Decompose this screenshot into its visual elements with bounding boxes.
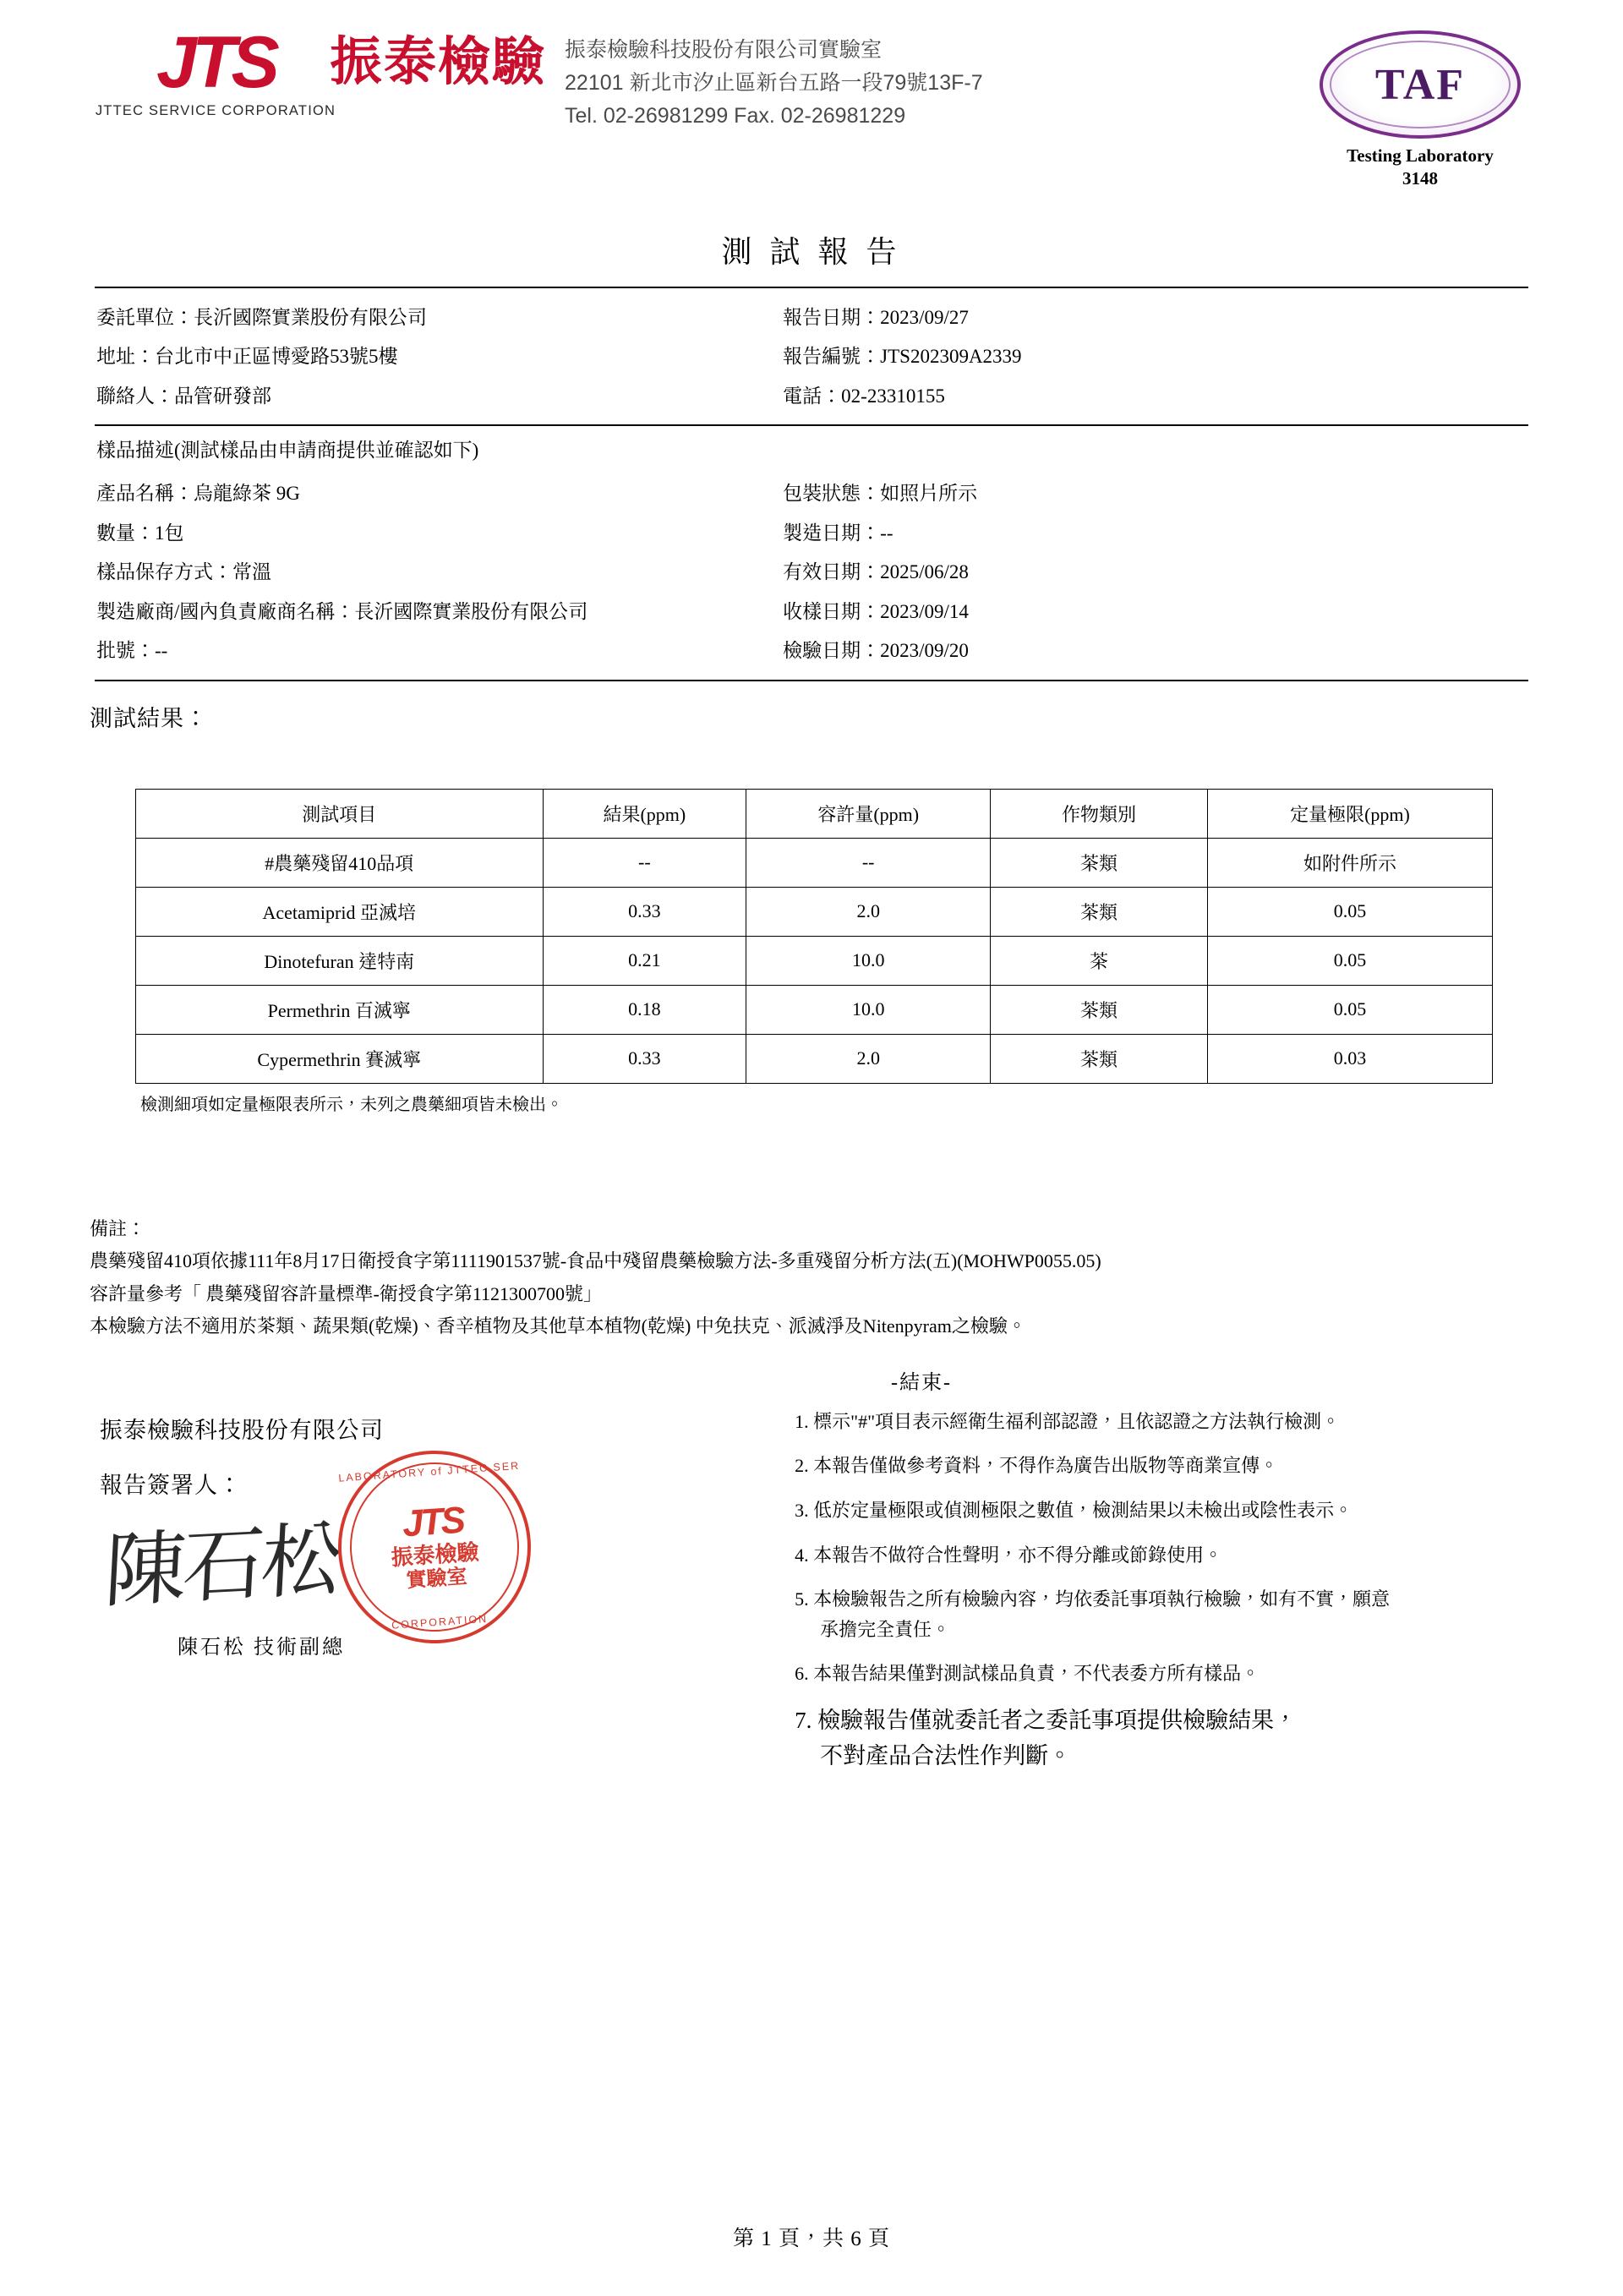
client-phone: 電話：02-23310155 (783, 385, 945, 407)
handwritten-signature: 陳石松 (102, 1514, 342, 1617)
cell-crop: 茶類 (991, 1034, 1208, 1083)
cell-limit: 2.0 (746, 887, 991, 936)
seal-lab-text: 實驗室 (405, 1565, 468, 1592)
brand-block (95, 22, 983, 132)
taf-text: TAF (1374, 60, 1466, 109)
results-table (135, 789, 1493, 1084)
page-title: 測 試 報 告 (721, 235, 902, 269)
seal-company-text: 振泰檢驗 (390, 1539, 480, 1571)
cell-result: 0.21 (543, 936, 746, 985)
jts-logo-subtitle: JTTEC SERVICE CORPORATION (95, 102, 336, 118)
table-row (136, 838, 1493, 887)
table-header-row (136, 789, 1493, 838)
client-info-grid (85, 288, 1538, 424)
seal-arc-top-text: LABORATORY of JTTEC SER (337, 1459, 521, 1484)
notes-block (786, 1400, 1538, 1789)
note-item: 4. 本報告不做符合性聲明，亦不得分離或節錄使用。 (795, 1544, 1223, 1566)
package-state: 包裝狀態：如照片所示 (783, 483, 978, 505)
th-limit: 容許量(ppm) (746, 789, 991, 838)
cell-result: 0.18 (543, 985, 746, 1034)
cell-crop: 茶 (991, 936, 1208, 985)
note-item (795, 1703, 1538, 1774)
signing-company: 振泰檢驗科技股份有限公司 (100, 1417, 384, 1443)
quantity: 數量：1包 (96, 522, 184, 544)
th-crop: 作物類別 (991, 789, 1208, 838)
report-number: 報告編號：JTS202309A2339 (783, 346, 1022, 368)
manufacturer: 製造廠商/國內負責廠商名稱：長沂國際實業股份有限公司 (96, 600, 588, 622)
seal-arc-bottom-text: CORPORATION (391, 1612, 489, 1632)
taf-caption: Testing Laboratory (1347, 145, 1494, 166)
seal-inner-ring (344, 1457, 524, 1637)
note-item-line2: 不對產品合法性作判斷。 (820, 1742, 1072, 1768)
cell-limit: 10.0 (746, 936, 991, 985)
th-loq: 定量極限(ppm) (1207, 789, 1492, 838)
remarks-line-2: 容許量參考「 農藥殘留容許量標準-衛授食字第1121300700號」 (90, 1282, 603, 1304)
jts-logo-letters: JTS (156, 22, 275, 103)
product-name: 產品名稱：烏龍綠茶 9G (96, 483, 300, 505)
note-item-line1: 5. 本檢驗報告之所有檢驗內容，均依委託事項執行檢驗，如有不實，願意 (795, 1588, 1391, 1610)
taf-oval-icon (1320, 30, 1521, 139)
cell-item: Cypermethrin 賽滅寧 (136, 1034, 544, 1083)
results-label: 測試結果： (90, 705, 208, 731)
remarks-block (90, 1213, 1538, 1343)
cell-crop: 茶類 (991, 838, 1208, 887)
remarks-line-3: 本檢驗方法不適用於茶類、蔬果類(乾燥)、香辛植物及其他草本植物(乾燥) 中免扶克、派滅淨及Nitenpyram之檢驗。 (90, 1315, 1026, 1337)
cell-limit: 10.0 (746, 985, 991, 1034)
page-footer: 第 1 頁，共 6 頁 (732, 2228, 890, 2250)
cell-loq: 0.05 (1207, 887, 1492, 936)
cell-loq: 0.03 (1207, 1034, 1492, 1083)
table-row (136, 936, 1493, 985)
lab-address-block (565, 29, 983, 132)
cell-limit: -- (746, 838, 991, 887)
cell-loq: 0.05 (1207, 936, 1492, 985)
client-address: 地址：台北市中正區博愛路53號5樓 (96, 346, 398, 368)
lab-address-line: 22101 新北市汐止區新台五路一段79號13F-7 (565, 70, 983, 95)
th-result: 結果(ppm) (543, 789, 746, 838)
signer-label: 報告簽署人： (100, 1472, 242, 1498)
lab-company-line: 振泰檢驗科技股份有限公司實驗室 (565, 38, 883, 62)
jts-logo-chinese: 振泰檢驗 (330, 34, 547, 91)
cell-result: 0.33 (543, 1034, 746, 1083)
table-row (136, 1034, 1493, 1083)
cell-item: Acetamiprid 亞滅培 (136, 887, 544, 936)
remarks-line-1: 農藥殘留410項依據111年8月17日衛授食字第1111901537號-食品中殘留農藥檢驗方法-多重殘留分析方法(五)(MOHWP0055.05) (90, 1250, 1101, 1272)
client-contact: 聯絡人：品管研發部 (96, 385, 271, 407)
cell-crop: 茶類 (991, 985, 1208, 1034)
cell-limit: 2.0 (746, 1034, 991, 1083)
sample-description-heading: 樣品描述(測試樣品由申請商提供並確認如下) (96, 440, 479, 462)
cell-crop: 茶類 (991, 887, 1208, 936)
end-marker: -結束- (891, 1371, 952, 1394)
taf-accreditation-mark (1310, 29, 1530, 189)
taf-number: 3148 (1402, 168, 1438, 189)
note-item: 2. 本報告僅做參考資料，不得作為廣告出版物等商業宣傳。 (795, 1455, 1279, 1477)
cell-item: Dinotefuran 達特南 (136, 936, 544, 985)
cell-loq: 如附件所示 (1207, 838, 1492, 887)
bottom-section (85, 1400, 1538, 1789)
note-item-line2: 承擔完全責任。 (820, 1618, 951, 1640)
lab-contact-line: Tel. 02-26981299 Fax. 02-26981229 (565, 103, 906, 128)
storage-method: 樣品保存方式：常溫 (96, 561, 271, 583)
cell-item: Permethrin 百滅寧 (136, 985, 544, 1034)
note-item: 1. 標示"#"項目表示經衛生福利部認證，且依認證之方法執行檢測。 (795, 1410, 1341, 1432)
lot-number: 批號：-- (96, 640, 168, 662)
sample-info-grid (85, 464, 1538, 679)
th-item: 測試項目 (136, 789, 544, 838)
seal-jts-text: JTS (401, 1499, 465, 1544)
signer-name: 陳石松 技術副總 (178, 1636, 345, 1659)
jts-logo (95, 22, 336, 119)
note-item (795, 1584, 1538, 1644)
cell-loq: 0.05 (1207, 985, 1492, 1034)
manufacture-date: 製造日期：-- (783, 522, 893, 544)
received-date: 收樣日期：2023/09/14 (783, 600, 969, 622)
expiry-date: 有效日期：2025/06/28 (783, 561, 969, 583)
signature-block (85, 1400, 786, 1789)
note-item: 6. 本報告結果僅對測試樣品負責，不代表委方所有樣品。 (795, 1663, 1260, 1685)
results-table-wrapper (135, 789, 1493, 1115)
report-header (85, 22, 1538, 189)
results-table-note: 檢測細項如定量極限表所示，未列之農藥細項皆未檢出。 (140, 1095, 563, 1114)
remarks-label: 備註： (90, 1217, 146, 1239)
test-date: 檢驗日期：2023/09/20 (783, 640, 969, 662)
cell-item: #農藥殘留410品項 (136, 838, 544, 887)
report-date: 報告日期：2023/09/27 (783, 307, 969, 328)
cell-result: -- (543, 838, 746, 887)
table-row (136, 985, 1493, 1034)
cell-result: 0.33 (543, 887, 746, 936)
client-company: 委託單位：長沂國際實業股份有限公司 (96, 307, 427, 328)
table-row (136, 887, 1493, 936)
note-item-line1: 7. 檢驗報告僅就委託者之委託事項提供檢驗結果， (795, 1708, 1298, 1733)
note-item: 3. 低於定量極限或偵測極限之數值，檢測結果以未檢出或陰性表示。 (795, 1499, 1353, 1521)
